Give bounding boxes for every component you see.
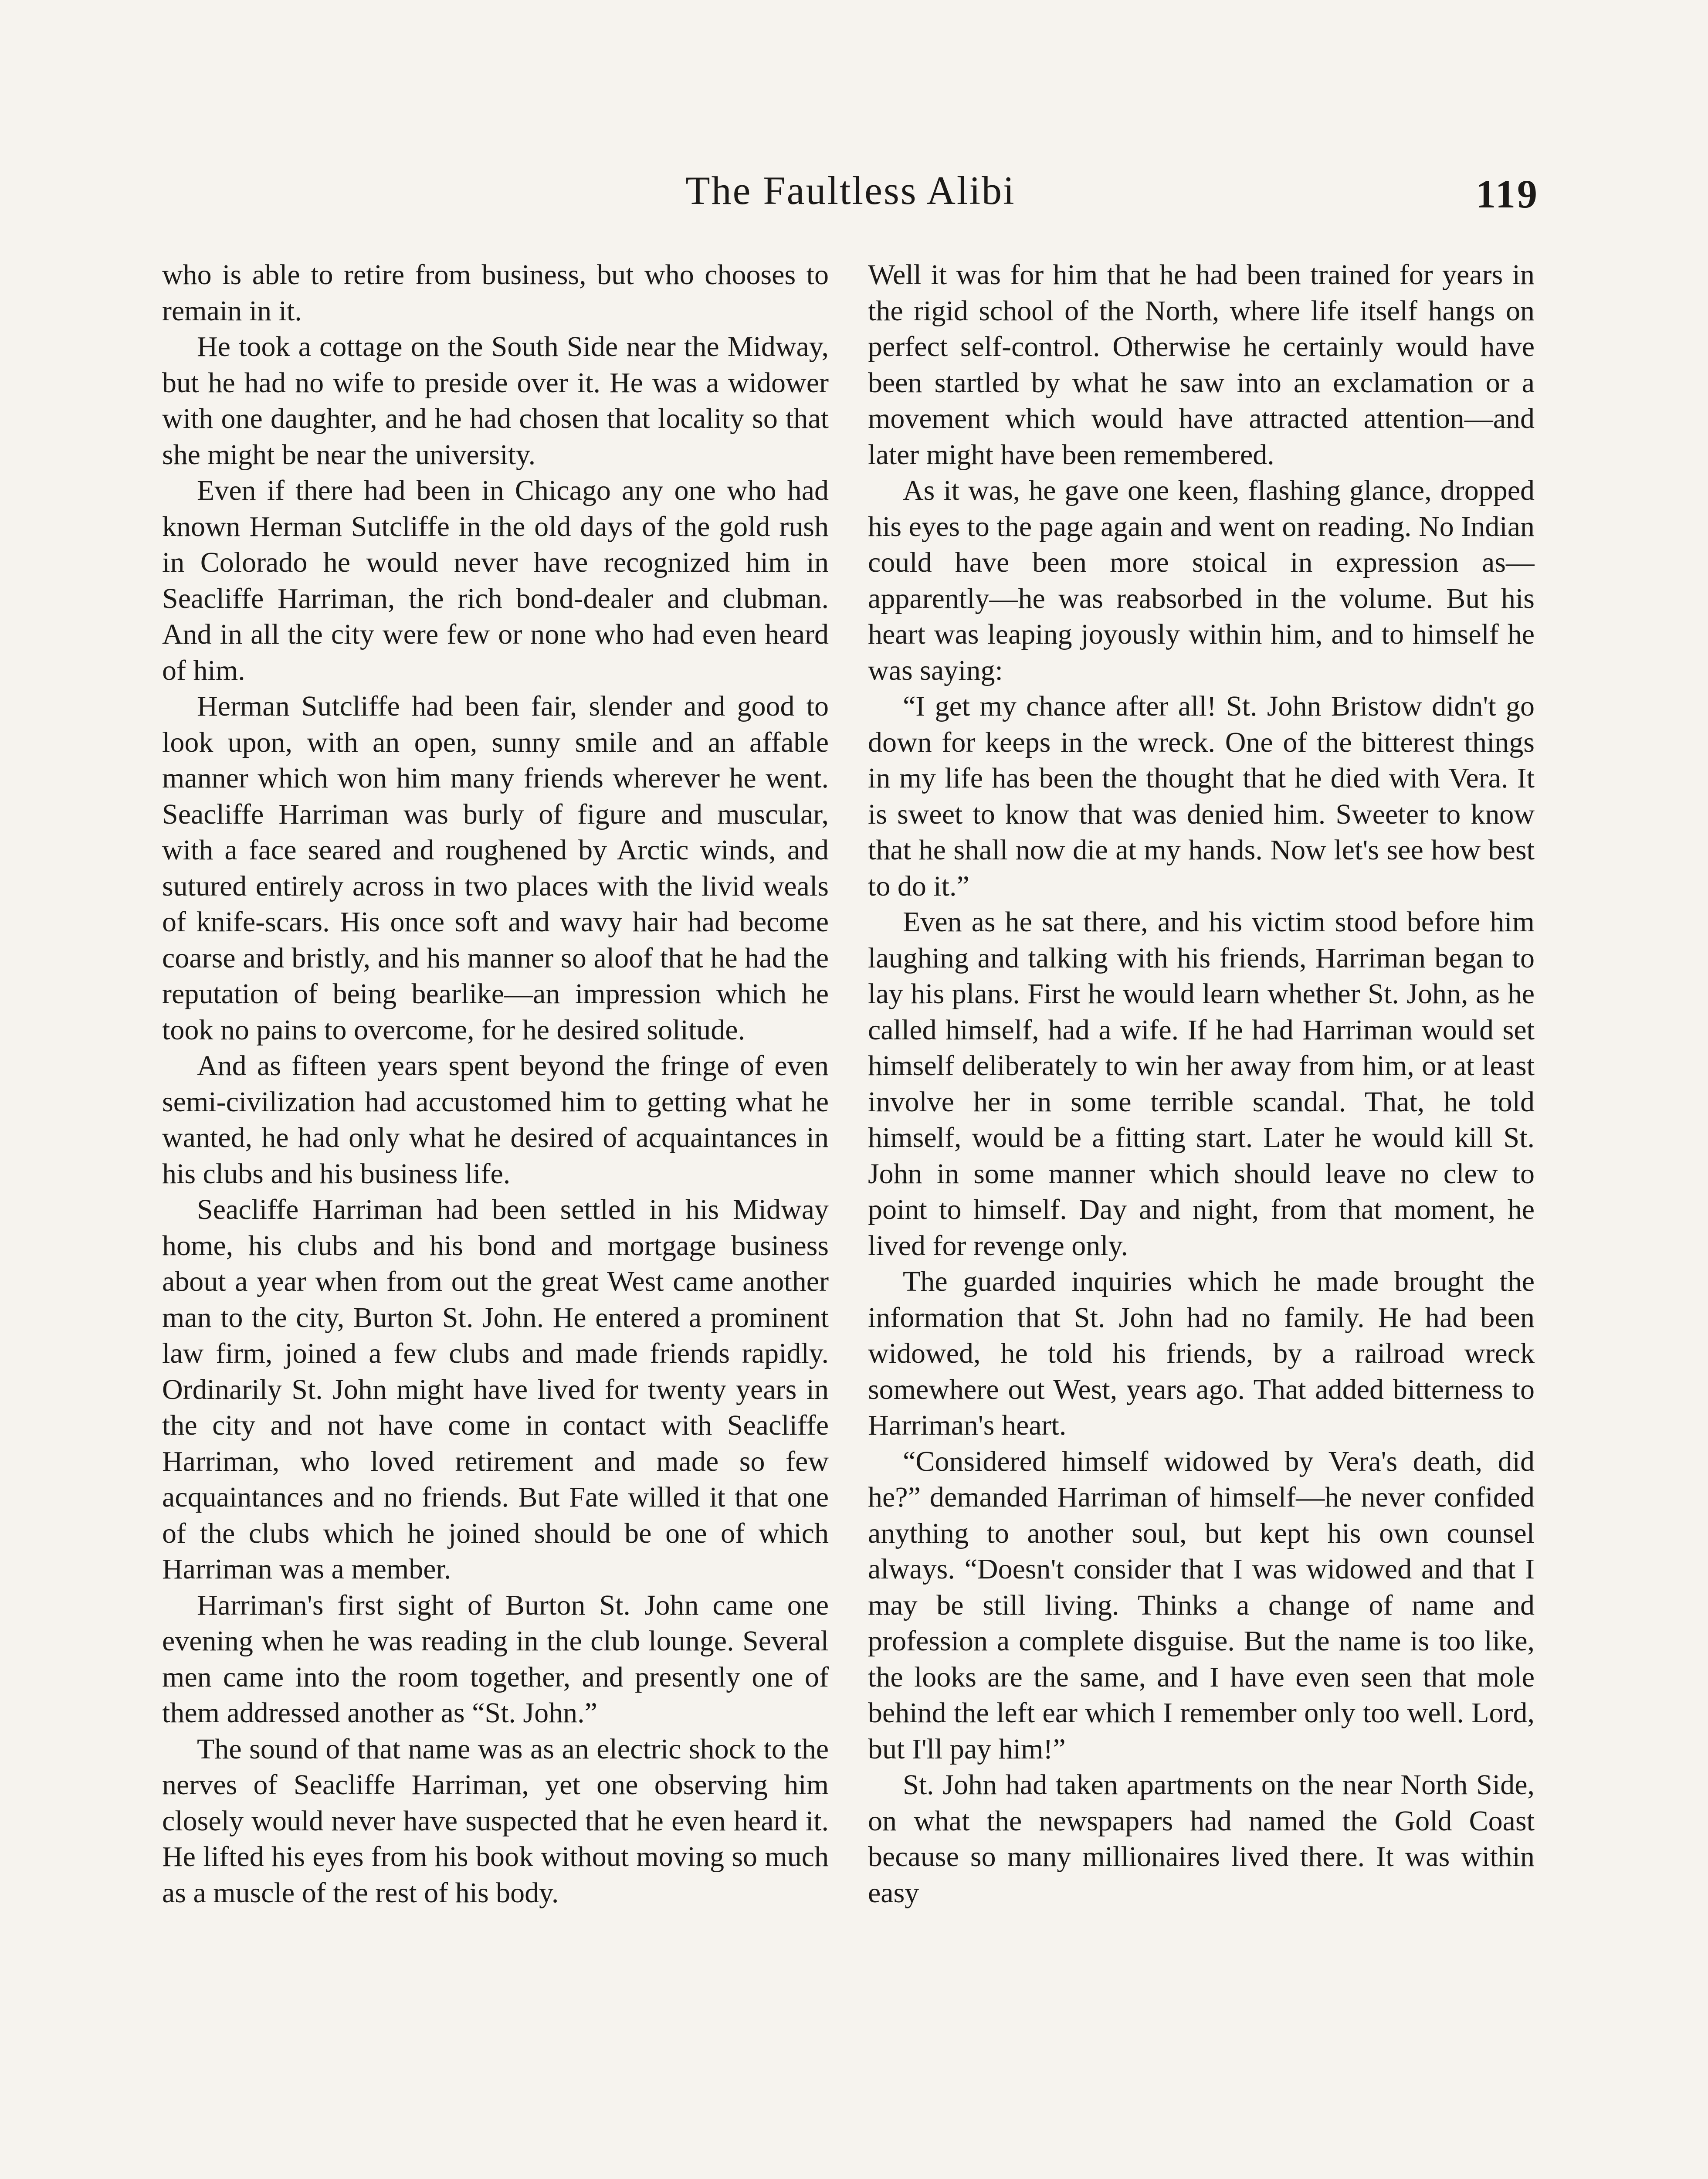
paragraph: Harriman's first sight of Burton St. John came one evening when he was reading in the club lounge. Several men came into the room together, and presently one of them addressed another as “St. John.”	[162, 1589, 829, 1729]
page-header	[162, 162, 1539, 227]
paragraph: The guarded inquiries which he made brought the information that St. John had no family. He had been widowed, he told his friends, by a railroad wreck somewhere out West, years ago. That added bitterness to Harriman's heart.	[868, 1266, 1535, 1441]
paragraph: He took a cottage on the South Side near the Midway, but he had no wife to preside over it. He was a widower with one daughter, and he had chosen that locality so that she might be near the university.	[162, 331, 829, 471]
page-number: 119	[1476, 172, 1539, 216]
paragraph: Seacliffe Harriman had been settled in his Midway home, his clubs and his bond and mortgage business about a year when from out the great West came another man to the city, Burton St. John. He entered a prominent law firm, joined a few clubs and made friends rapidly. Ordinarily St. John might have lived for twenty years in the city and not have come in contact with Seacliffe Harriman, who loved retirement and made so few acquaintances and no friends. But Fate willed it that one of the clubs which he joined should be one of which Harriman was a member.	[162, 1194, 829, 1585]
left-column	[162, 257, 829, 2179]
paragraph: And as fifteen years spent beyond the fringe of even semi-civilization had accustomed him to getting what he wanted, he had only what he desired of acquaintances in his clubs and his business life.	[162, 1050, 829, 1190]
paragraph: who is able to retire from business, but who chooses to remain in it.	[162, 259, 829, 327]
right-column	[868, 257, 1535, 2179]
paragraph: Herman Sutcliffe had been fair, slender and good to look upon, with an open, sunny smile and an affable manner which won him many friends wherever he went. Seacliffe Harriman was burly of figure and muscular, with a face seared and roughened by Arctic winds, and sutured entirely across in two places with the livid weals of knife-scars. His once soft and wavy hair had become coarse and bristly, and his manner so aloof that he had the reputation of being bearlike—an impression which he took no pains to overcome, for he desired solitude.	[162, 690, 829, 1046]
paragraph: As it was, he gave one keen, flashing glance, dropped his eyes to the page again and went on reading. No Indian could have been more stoical in expression as—apparently—he was reabsorbed in the volume. But his heart was leaping joyously within him, and to himself he was saying:	[868, 475, 1535, 686]
running-title: The Faultless Alibi	[685, 168, 1016, 213]
paragraph: Even if there had been in Chicago any one who had known Herman Sutcliffe in the old days of the gold rush in Colorado he would never have recognized him in Seacliffe Harriman, the rich bond-dealer and clubman. And in all the city were few or none who had even heard of him.	[162, 475, 829, 686]
paragraph: Well it was for him that he had been trained for years in the rigid school of the North, where life itself hangs on perfect self-control. Otherwise he certainly would have been startled by what he saw into an exclamation or a movement which would have attracted attention—and later might have been remembered.	[868, 259, 1535, 471]
paragraph: St. John had taken apartments on the near North Side, on what the newspapers had named the Gold Coast because so many millionaires lived there. It was within easy	[868, 1769, 1535, 1909]
paragraph: Even as he sat there, and his victim stood before him laughing and talking with his friends, Harriman began to lay his plans. First he would learn whether St. John, as he called himself, had a wife. If he had Harriman would set himself deliberately to win her away from him, or at least involve her in some terrible scandal. That, he told himself, would be a fitting start. Later he would kill St. John in some manner which should leave no clew to point to himself. Day and night, from that moment, he lived for revenge only.	[868, 906, 1535, 1262]
paragraph: “I get my chance after all! St. John Bristow didn't go down for keeps in the wreck. One of the bitterest things in my life has been the thought that he died with Vera. It is sweet to know that was denied him. Sweeter to know that he shall now die at my hands. Now let's see how best to do it.”	[868, 690, 1535, 902]
paragraph: “Considered himself widowed by Vera's death, did he?” demanded Harriman of himself—he never confided anything to another soul, but kept his own counsel always. “Doesn't consider that I was widowed and that I may be still living. Thinks a change of name and profession a complete disguise. But the name is too like, the looks are the same, and I have even seen that mole behind the left ear which I remember only too well. Lord, but I'll pay him!”	[868, 1445, 1535, 1765]
paragraph: The sound of that name was as an electric shock to the nerves of Seacliffe Harriman, yet one observing him closely would never have suspected that he even heard it. He lifted his eyes from his book without moving so much as a muscle of the rest of his body.	[162, 1733, 829, 1909]
